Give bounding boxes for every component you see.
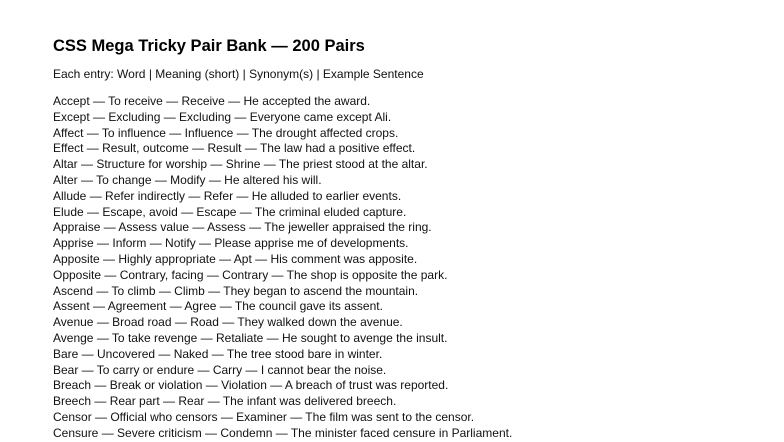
list-item: Except — Excluding — Excluding — Everyone came except Ali. (53, 109, 392, 124)
list-item: Affect — To influence — Influence — The drought affected crops. (53, 125, 399, 140)
list-item: Apposite — Highly appropriate — Apt — His comment was apposite. (53, 251, 418, 266)
list-item: Breach — Break or violation — Violation — A breach of trust was reported. (53, 378, 449, 393)
list-item: Opposite — Contrary, facing — Contrary — The shop is opposite the park. (53, 267, 448, 282)
word-pair-list (53, 94, 773, 442)
document-title: CSS Mega Tricky Pair Bank — 200 Pairs (53, 37, 365, 55)
list-item: Censor — Official who censors — Examiner — The film was sent to the censor. (53, 409, 475, 424)
list-item: Assent — Agreement — Agree — The council gave its assent. (53, 299, 383, 314)
list-item: Effect — Result, outcome — Result — The law had a positive effect. (53, 141, 416, 156)
list-item: Bare — Uncovered — Naked — The tree stood bare in winter. (53, 346, 383, 361)
document-page (53, 36, 773, 442)
format-description: Each entry: Word | Meaning (short) | Synonym(s) | Example Sentence (53, 67, 424, 81)
list-item: Breech — Rear part — Rear — The infant was delivered breech. (53, 394, 397, 409)
list-item: Alter — To change — Modify — He altered his will. (53, 172, 322, 187)
list-item: Appraise — Assess value — Assess — The jeweller appraised the ring. (53, 220, 432, 235)
list-item: Apprise — Inform — Notify — Please apprise me of developments. (53, 236, 409, 251)
list-item: Avenge — To take revenge — Retaliate — He sought to avenge the insult. (53, 330, 448, 345)
list-item: Accept — To receive — Receive — He accepted the award. (53, 94, 371, 108)
list-item: Censure — Severe criticism — Condemn — The minister faced censure in Parliament. (53, 425, 513, 440)
list-item: Ascend — To climb — Climb — They began to ascend the mountain. (53, 283, 419, 298)
list-item: Avenue — Broad road — Road — They walked down the avenue. (53, 315, 403, 330)
list-item: Elude — Escape, avoid — Escape — The criminal eluded capture. (53, 204, 407, 219)
list-item: Altar — Structure for worship — Shrine — The priest stood at the altar. (53, 157, 428, 172)
list-item: Bear — To carry or endure — Carry — I cannot bear the noise. (53, 362, 387, 377)
list-item: Allude — Refer indirectly — Refer — He alluded to earlier events. (53, 188, 402, 203)
